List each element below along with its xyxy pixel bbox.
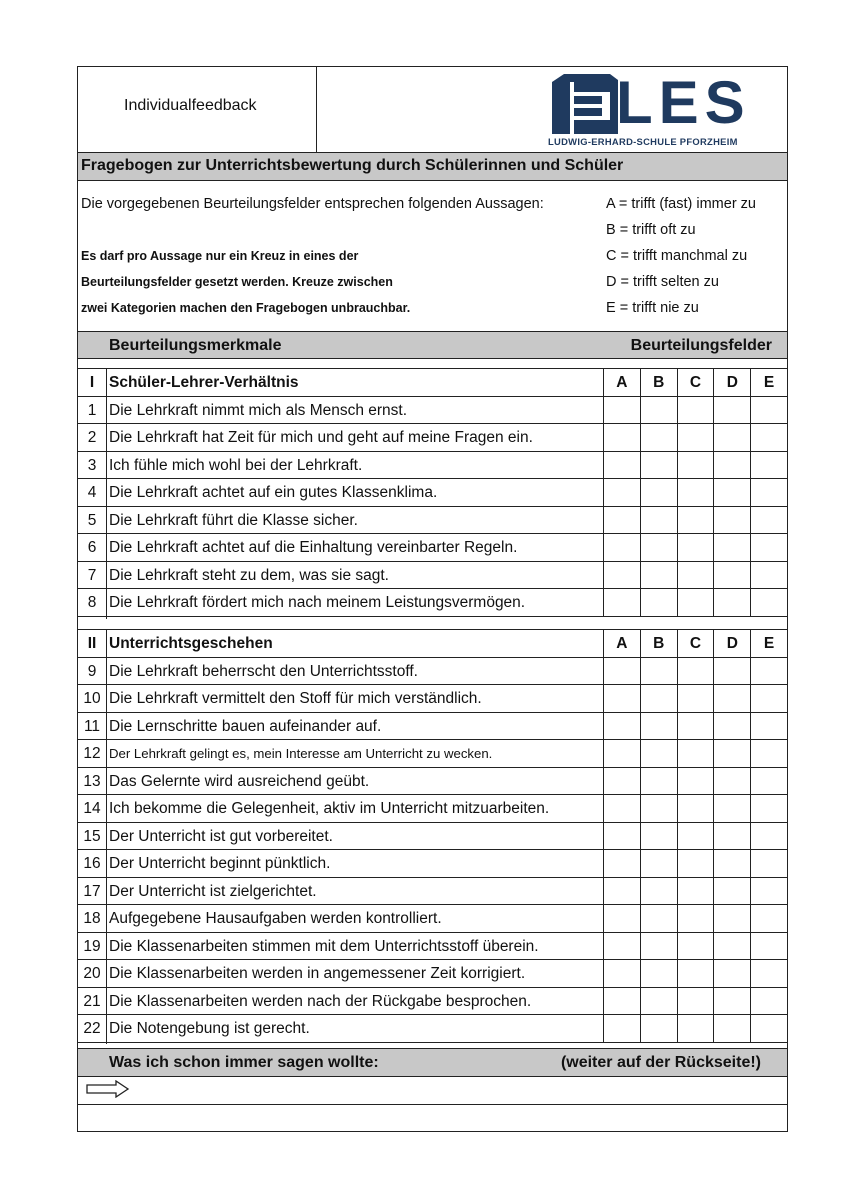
rating-box-d[interactable]: [713, 960, 750, 987]
rating-box-c[interactable]: [677, 589, 714, 616]
rating-box-d[interactable]: [713, 768, 750, 795]
question-text: Die Lehrkraft nimmt mich als Mensch ernst.: [109, 401, 408, 419]
rating-box-e[interactable]: [750, 562, 787, 589]
rating-box-c[interactable]: [677, 658, 714, 685]
question-number: 19: [83, 937, 101, 955]
question-number: 20: [83, 965, 101, 982]
rating-box-d[interactable]: [713, 1015, 750, 1042]
question-row: [78, 424, 787, 452]
question-number: 3: [87, 456, 97, 474]
rating-box-e[interactable]: [750, 479, 787, 506]
question-number: 12: [83, 745, 101, 762]
rating-box-c[interactable]: [677, 878, 714, 905]
rating-box-b[interactable]: [640, 768, 677, 795]
rating-box-b[interactable]: [640, 740, 677, 767]
question-text: Der Unterricht ist gut vorbereitet.: [109, 827, 333, 845]
rating-header-d: D: [713, 630, 750, 657]
question-row: [78, 479, 787, 507]
rating-box-a[interactable]: [603, 878, 640, 905]
rating-box-e[interactable]: [750, 768, 787, 795]
rating-box-c[interactable]: [677, 795, 714, 822]
question-row: [78, 768, 787, 796]
rating-box-d[interactable]: [713, 823, 750, 850]
question-row: [78, 713, 787, 741]
scale-e: E = trifft nie zu: [606, 300, 699, 316]
question-number: 7: [87, 566, 97, 584]
rating-box-b[interactable]: [640, 397, 677, 424]
rating-box-b[interactable]: [640, 534, 677, 561]
rating-box-c[interactable]: [677, 740, 714, 767]
scale-a: A = trifft (fast) immer zu: [606, 196, 756, 212]
rating-box-d[interactable]: [713, 424, 750, 451]
rating-box-d[interactable]: [713, 795, 750, 822]
scale-b: B = trifft oft zu: [606, 222, 696, 238]
rating-box-e[interactable]: [750, 424, 787, 451]
rating-box-c[interactable]: [677, 452, 714, 479]
rating-box-e[interactable]: [750, 878, 787, 905]
section-1-header: [78, 369, 787, 397]
rating-box-a[interactable]: [603, 658, 640, 685]
rating-box-b[interactable]: [640, 713, 677, 740]
rating-box-a[interactable]: [603, 397, 640, 424]
question-row: [78, 960, 787, 988]
rating-box-e[interactable]: [750, 905, 787, 932]
question-number: 8: [87, 594, 97, 611]
logo-subtitle: LUDWIG-ERHARD-SCHULE PFORZHEIM: [548, 136, 738, 147]
rating-box-d[interactable]: [713, 685, 750, 712]
question-text: Die Lehrkraft vermittelt den Stoff für mich verständlich.: [109, 690, 482, 707]
rating-box-b[interactable]: [640, 562, 677, 589]
rating-box-c[interactable]: [677, 768, 714, 795]
rating-box-c[interactable]: [677, 933, 714, 960]
rating-box-a[interactable]: [603, 768, 640, 795]
rating-box-c[interactable]: [677, 397, 714, 424]
feedback-form: [77, 66, 788, 1132]
question-row: [78, 905, 787, 933]
question-text: Die Notengebung ist gerecht.: [109, 1020, 310, 1037]
question-text: Ich fühle mich wohl bei der Lehrkraft.: [109, 456, 363, 474]
column-header-ratings: Beurteilungsfelder: [630, 337, 772, 354]
question-row: [78, 452, 787, 480]
question-text: Die Lehrkraft steht zu dem, was sie sagt.: [109, 566, 389, 584]
rating-box-c[interactable]: [677, 713, 714, 740]
questionnaire-title: Fragebogen zur Unterrichtsbewertung durch Schülerinnen und Schüler: [81, 157, 624, 174]
rating-box-e[interactable]: [750, 507, 787, 534]
rating-box-b[interactable]: [640, 479, 677, 506]
question-row: [78, 850, 787, 878]
rating-box-c[interactable]: [677, 960, 714, 987]
column-header-criteria: Beurteilungsmerkmale: [109, 337, 282, 354]
question-row: [78, 589, 787, 617]
instructions-rule-2: Beurteilungsfelder gesetzt werden. Kreuze zwischen: [81, 275, 393, 289]
question-row: [78, 1015, 787, 1043]
rating-box-b[interactable]: [640, 988, 677, 1015]
rating-box-a[interactable]: [603, 740, 640, 767]
rating-box-c[interactable]: [677, 562, 714, 589]
rating-box-a[interactable]: [603, 534, 640, 561]
rating-box-c[interactable]: [677, 1015, 714, 1042]
instructions-rule-3: zwei Kategorien machen den Fragebogen unbrauchbar.: [81, 301, 411, 315]
rating-box-e[interactable]: [750, 795, 787, 822]
rating-header-e: E: [750, 630, 787, 657]
question-text: Die Lernschritte bauen aufeinander auf.: [109, 717, 382, 735]
rating-box-d[interactable]: [713, 397, 750, 424]
rating-box-d[interactable]: [713, 534, 750, 561]
rating-box-e[interactable]: [750, 823, 787, 850]
rating-box-a[interactable]: [603, 713, 640, 740]
rating-box-a[interactable]: [603, 823, 640, 850]
rating-box-e[interactable]: [750, 397, 787, 424]
question-number: 15: [83, 827, 101, 845]
rating-box-b[interactable]: [640, 507, 677, 534]
rating-box-d[interactable]: [713, 905, 750, 932]
rating-box-e[interactable]: [750, 988, 787, 1015]
rating-box-a[interactable]: [603, 589, 640, 616]
scale-c: C = trifft manchmal zu: [606, 248, 748, 264]
rating-box-c[interactable]: [677, 988, 714, 1015]
rating-header-d: D: [713, 369, 750, 396]
question-text: Die Lehrkraft hat Zeit für mich und geht auf meine Fragen ein.: [109, 429, 533, 446]
rating-box-b[interactable]: [640, 905, 677, 932]
section-2-header: [78, 630, 787, 658]
question-text: Die Klassenarbeiten werden in angemessener Zeit korrigiert.: [109, 965, 526, 982]
rating-box-b[interactable]: [640, 452, 677, 479]
logo-text: LES: [616, 69, 751, 136]
rating-box-a[interactable]: [603, 850, 640, 877]
scale-d: D = trifft selten zu: [606, 274, 719, 290]
question-text: Die Lehrkraft beherrscht den Unterrichtsstoff.: [109, 662, 418, 680]
question-number: 4: [87, 484, 97, 501]
rating-box-c[interactable]: [677, 479, 714, 506]
question-number: 6: [87, 539, 97, 556]
rating-box-d[interactable]: [713, 713, 750, 740]
rating-box-b[interactable]: [640, 823, 677, 850]
rating-box-e[interactable]: [750, 850, 787, 877]
section-numeral: II: [87, 635, 97, 652]
question-number: 17: [83, 882, 101, 900]
rating-header-c: C: [677, 630, 714, 657]
comment-line-2[interactable]: [78, 1105, 787, 1131]
rating-box-c[interactable]: [677, 507, 714, 534]
rating-box-b[interactable]: [640, 685, 677, 712]
rating-box-a[interactable]: [603, 562, 640, 589]
question-text: Die Lehrkraft führt die Klasse sicher.: [109, 511, 358, 529]
rating-box-e[interactable]: [750, 960, 787, 987]
rating-box-e[interactable]: [750, 658, 787, 685]
rating-box-e[interactable]: [750, 933, 787, 960]
question-row: [78, 878, 787, 906]
question-text: Die Lehrkraft fördert mich nach meinem Leistungsvermögen.: [109, 594, 526, 611]
rating-box-d[interactable]: [713, 878, 750, 905]
rating-box-b[interactable]: [640, 658, 677, 685]
rating-box-c[interactable]: [677, 823, 714, 850]
question-row: [78, 658, 787, 686]
rating-box-b[interactable]: [640, 933, 677, 960]
rating-box-d[interactable]: [713, 850, 750, 877]
rating-box-d[interactable]: [713, 740, 750, 767]
rating-box-a[interactable]: [603, 479, 640, 506]
rating-box-c[interactable]: [677, 534, 714, 561]
question-text: Das Gelernte wird ausreichend geübt.: [109, 772, 370, 790]
rating-box-e[interactable]: [750, 685, 787, 712]
rating-box-e[interactable]: [750, 1015, 787, 1042]
rating-box-e[interactable]: [750, 452, 787, 479]
continue-on-back-note: (weiter auf der Rückseite!): [560, 1054, 761, 1071]
question-number: 18: [83, 910, 101, 927]
question-number: 21: [83, 992, 101, 1010]
question-number: 2: [87, 429, 97, 446]
rating-box-e[interactable]: [750, 534, 787, 561]
question-row: [78, 933, 787, 961]
question-row: [78, 740, 787, 768]
question-text: Die Klassenarbeiten stimmen mit dem Unterrichtsstoff überein.: [109, 937, 539, 955]
question-row: [78, 397, 787, 425]
question-number: 22: [83, 1020, 101, 1037]
rating-box-a[interactable]: [603, 452, 640, 479]
question-text: Die Lehrkraft achtet auf die Einhaltung vereinbarter Regeln.: [109, 539, 518, 556]
rating-box-b[interactable]: [640, 850, 677, 877]
question-number: 5: [87, 511, 97, 529]
rating-box-b[interactable]: [640, 424, 677, 451]
rating-header-a: A: [603, 630, 640, 657]
rating-box-a[interactable]: [603, 960, 640, 987]
question-text: Der Unterricht ist zielgerichtet.: [109, 882, 317, 900]
instructions-rule-1: Es darf pro Aussage nur ein Kreuz in eines der: [81, 249, 359, 263]
instructions-intro: Die vorgegebenen Beurteilungsfelder entsprechen folgenden Aussagen:: [81, 196, 544, 212]
rating-header-e: E: [750, 369, 787, 396]
rating-box-a[interactable]: [603, 507, 640, 534]
rating-box-b[interactable]: [640, 795, 677, 822]
question-number: 9: [87, 662, 97, 680]
question-text: Aufgegebene Hausaufgaben werden kontrolliert.: [109, 910, 442, 927]
question-row: [78, 795, 787, 823]
rating-box-d[interactable]: [713, 988, 750, 1015]
rating-header-b: B: [640, 630, 677, 657]
rating-box-d[interactable]: [713, 479, 750, 506]
rating-box-d[interactable]: [713, 658, 750, 685]
rating-box-b[interactable]: [640, 878, 677, 905]
free-comment-label: Was ich schon immer sagen wollte:: [109, 1054, 379, 1071]
rating-box-a[interactable]: [603, 933, 640, 960]
rating-box-a[interactable]: [603, 905, 640, 932]
rating-box-c[interactable]: [677, 905, 714, 932]
question-number: 11: [83, 717, 101, 735]
rating-header-b: B: [640, 369, 677, 396]
rating-box-d[interactable]: [713, 507, 750, 534]
question-row: [78, 507, 787, 535]
question-row: [78, 534, 787, 562]
question-text: Der Lehrkraft gelingt es, mein Interesse am Unterricht zu wecken.: [109, 746, 493, 761]
rating-box-a[interactable]: [603, 1015, 640, 1042]
section-title: Schüler-Lehrer-Verhältnis: [109, 374, 299, 391]
rating-box-d[interactable]: [713, 562, 750, 589]
question-row: [78, 685, 787, 713]
rating-box-a[interactable]: [603, 424, 640, 451]
rating-box-d[interactable]: [713, 452, 750, 479]
rating-box-b[interactable]: [640, 589, 677, 616]
question-row: [78, 988, 787, 1016]
section-title: Unterrichtsgeschehen: [109, 635, 273, 652]
question-number: 10: [83, 690, 101, 707]
school-logo: [548, 69, 776, 148]
rating-box-d[interactable]: [713, 589, 750, 616]
rating-box-a[interactable]: [603, 988, 640, 1015]
rating-box-a[interactable]: [603, 685, 640, 712]
question-text: Ich bekomme die Gelegenheit, aktiv im Unterricht mitzuarbeiten.: [109, 800, 550, 817]
rating-header-a: A: [603, 369, 640, 396]
rating-box-c[interactable]: [677, 850, 714, 877]
form-title: Individualfeedback: [124, 97, 257, 114]
rating-box-d[interactable]: [713, 933, 750, 960]
rating-box-e[interactable]: [750, 589, 787, 616]
question-row: [78, 562, 787, 590]
rating-header-c: C: [677, 369, 714, 396]
rating-box-b[interactable]: [640, 1015, 677, 1042]
question-text: Der Unterricht beginnt pünktlich.: [109, 855, 331, 872]
section-1: [78, 369, 787, 619]
question-text: Die Klassenarbeiten werden nach der Rückgabe besprochen.: [109, 992, 532, 1010]
rating-box-e[interactable]: [750, 713, 787, 740]
section-2: [78, 630, 787, 1044]
question-number: 1: [87, 401, 97, 419]
rating-box-c[interactable]: [677, 685, 714, 712]
question-text: Die Lehrkraft achtet auf ein gutes Klassenklima.: [109, 484, 438, 501]
question-row: [78, 823, 787, 851]
rating-box-c[interactable]: [677, 424, 714, 451]
question-number: 16: [83, 855, 101, 872]
question-number: 13: [83, 772, 101, 790]
comment-line-1[interactable]: [78, 1077, 787, 1104]
question-number: 14: [83, 800, 101, 817]
rating-box-b[interactable]: [640, 960, 677, 987]
rating-box-a[interactable]: [603, 795, 640, 822]
rating-box-e[interactable]: [750, 740, 787, 767]
section-numeral: I: [89, 374, 95, 391]
